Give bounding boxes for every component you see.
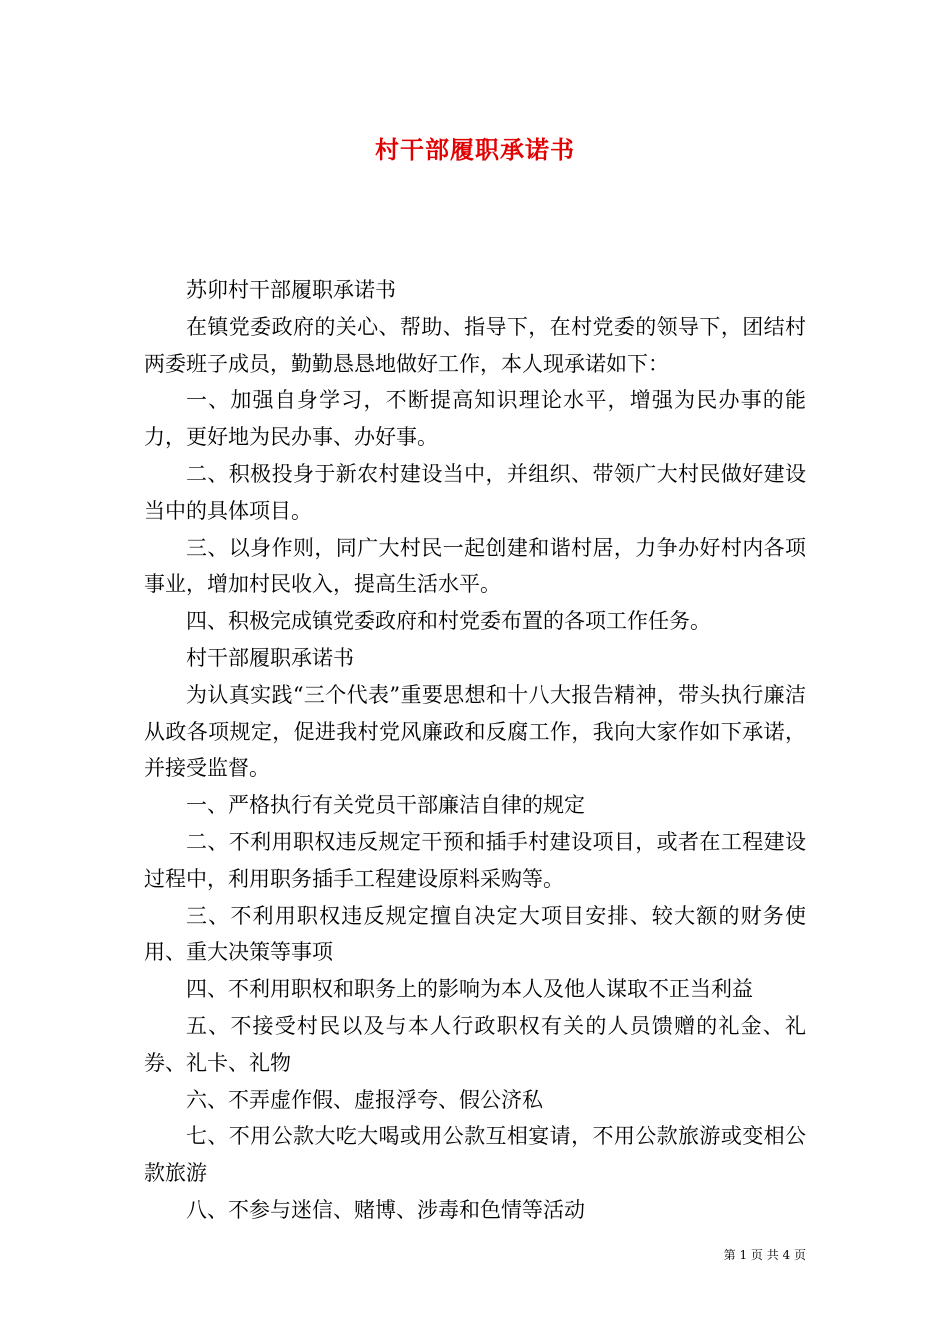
paragraph-13: 五、不接受村民以及与本人行政职权有关的人员馈赠的礼金、礼券、礼卡、礼物 xyxy=(144,1013,806,1075)
document-title: 村干部履职承诺书 xyxy=(375,135,575,164)
paragraph-8: 为认真实践“三个代表”重要思想和十八大报告精神，带头执行廉洁从政各项规定，促进我村党风廉政和反腐工作，我向大家作如下承诺，并接受监督。 xyxy=(144,682,806,781)
paragraph-15: 七、不用公款大吃大喝或用公款互相宴请，不用公款旅游或变相公款旅游 xyxy=(144,1124,806,1186)
paragraph-4: 二、积极投身于新农村建设当中，并组织、带领广大村民做好建设当中的具体项目。 xyxy=(144,461,806,523)
paragraph-2: 在镇党委政府的关心、帮助、指导下，在村党委的领导下，团结村两委班子成员，勤勤恳恳地做好工作，本人现承诺如下： xyxy=(144,314,806,376)
document-body xyxy=(144,272,806,1229)
paragraph-10: 二、不利用职权违反规定干预和插手村建设项目，或者在工程建设过程中，利用职务插手工程建设原料采购等。 xyxy=(144,829,806,891)
page-number-footer: 第 1 页 共 4 页 xyxy=(723,1248,806,1262)
paragraph-16: 八、不参与迷信、赌博、涉毒和色情等活动 xyxy=(186,1197,585,1222)
paragraph-3: 一、加强自身学习，不断提高知识理论水平，增强为民办事的能力，更好地为民办事、办好事。 xyxy=(144,388,806,450)
paragraph-9: 一、严格执行有关党员干部廉洁自律的规定 xyxy=(186,793,585,818)
paragraph-6: 四、积极完成镇党委政府和村党委布置的各项工作任务。 xyxy=(186,609,711,634)
paragraph-5: 三、以身作则，同广大村民一起创建和谐村居，力争办好村内各项事业，增加村民收入，提高生活水平。 xyxy=(144,535,806,597)
paragraph-12: 四、不利用职权和职务上的影响为本人及他人谋取不正当利益 xyxy=(186,977,753,1002)
paragraph-7: 村干部履职承诺书 xyxy=(186,645,354,670)
paragraph-1: 苏卯村干部履职承诺书 xyxy=(186,278,396,302)
paragraph-11: 三、不利用职权违反规定擅自决定大项目安排、较大额的财务使用、重大决策等事项 xyxy=(144,903,806,965)
paragraph-14: 六、不弄虚作假、虚报浮夸、假公济私 xyxy=(186,1087,543,1112)
